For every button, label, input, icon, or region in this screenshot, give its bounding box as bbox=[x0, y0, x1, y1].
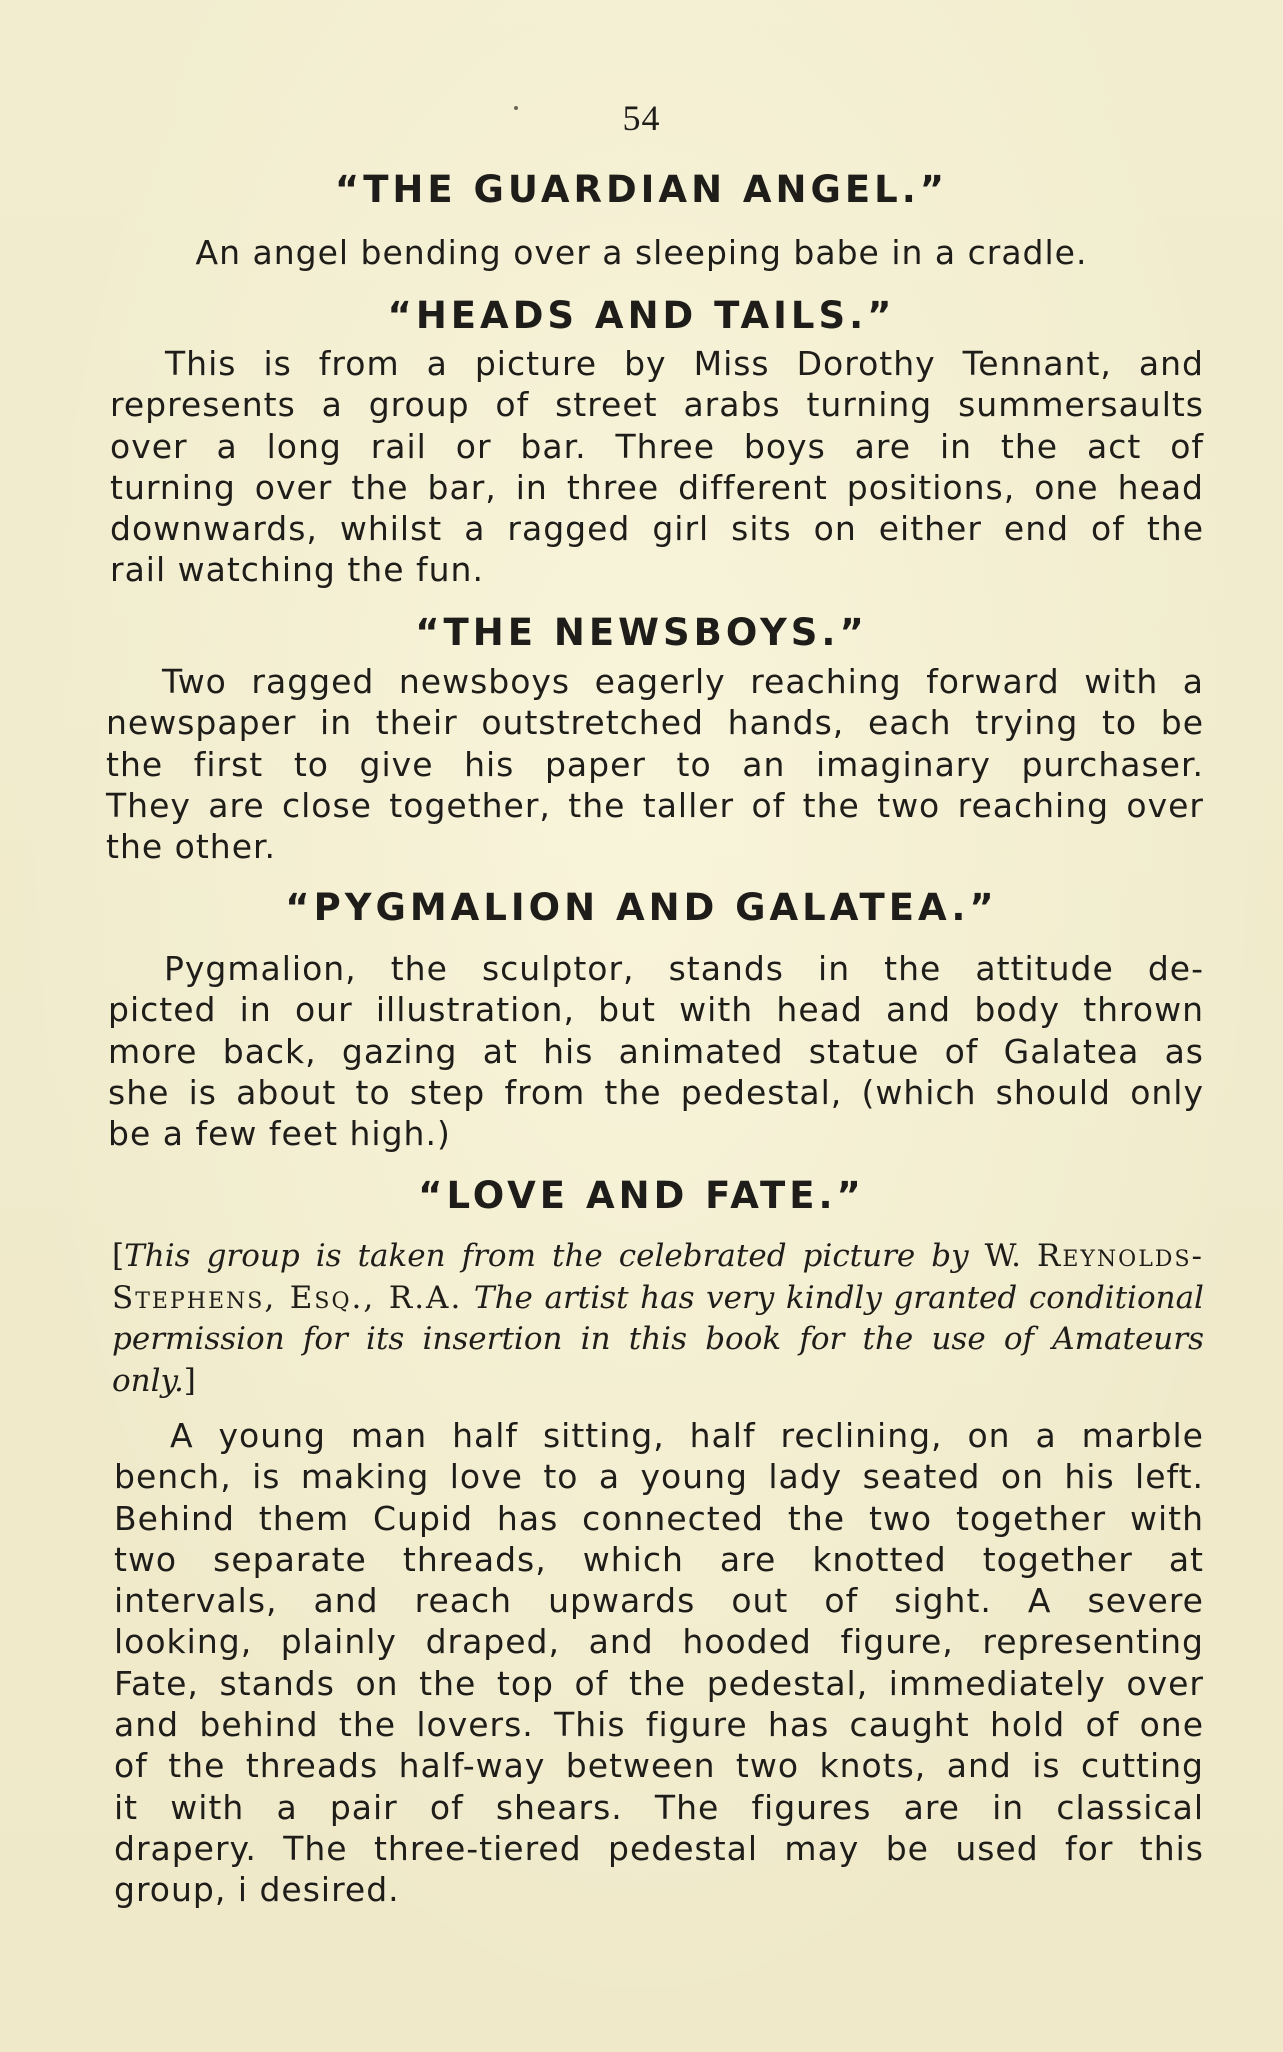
text-line: Two ragged newsboys eagerly reaching forward with a bbox=[162, 662, 1204, 701]
text-line: intervals, and reach upwards out of sight. A severe bbox=[114, 1581, 1204, 1621]
text-line: the first to give his paper to an imaginary purchaser. bbox=[106, 744, 1204, 784]
text-line: drapery. The three-tiered pedestal may be used for this bbox=[114, 1828, 1204, 1868]
text-line: rail watching the fun. bbox=[110, 550, 484, 590]
text-line: bench, is making love to a young lady seated on his left. bbox=[114, 1457, 1204, 1497]
heading-love-and-fate: “LOVE AND FATE.” bbox=[418, 1174, 865, 1217]
text-line: Fate, stands on the top of the pedestal, immediately over bbox=[114, 1663, 1204, 1703]
note-open-bracket: [ bbox=[112, 1238, 125, 1274]
text-line: more back, gazing at his animated statue of Galatea as bbox=[108, 1031, 1204, 1071]
text-line: picted in our illustration, but with head and body thrown bbox=[108, 990, 1204, 1030]
paragraph-guardian-angel: An angel bending over a sleeping babe in a cradle. bbox=[195, 233, 1088, 272]
heading-heads-and-tails: “HEADS AND TAILS.” bbox=[387, 294, 896, 337]
note-artist-name: Reynolds-Stephens, Esq., R.A. bbox=[112, 1238, 1204, 1316]
text-line: turning over the bar, in three different positions, one head bbox=[110, 467, 1204, 507]
text-line: group, i desired. bbox=[114, 1870, 400, 1910]
text-line: looking, plainly draped, and hooded figure, representing bbox=[114, 1622, 1204, 1662]
paragraph-love-and-fate bbox=[114, 1415, 1204, 1911]
text-line: This is from a picture by Miss Dorothy Tennant, and bbox=[165, 344, 1204, 383]
text-line: downwards, whilst a ragged girl sits on either end of the bbox=[110, 509, 1204, 549]
text-line: Pygmalion, the sculptor, stands in the attitude de- bbox=[164, 949, 1204, 988]
text-line: the other. bbox=[106, 827, 277, 867]
paragraph-pygmalion-and-galatea bbox=[108, 948, 1204, 1154]
text-line: two separate threads, which are knotted together at bbox=[114, 1539, 1204, 1579]
text-line: represents a group of street arabs turning summersaults bbox=[110, 385, 1204, 425]
heading-guardian-angel: “THE GUARDIAN ANGEL.” bbox=[334, 168, 949, 211]
paragraph-heads-and-tails bbox=[110, 343, 1204, 591]
text-line: Behind them Cupid has connected the two together with bbox=[114, 1498, 1204, 1538]
text-line: be a few feet high.) bbox=[108, 1114, 451, 1154]
text-line: she is about to step from the pedestal, (which should only bbox=[108, 1072, 1204, 1112]
note-initial: W. bbox=[968, 1238, 1021, 1274]
heading-newsboys: “THE NEWSBOYS.” bbox=[415, 611, 868, 654]
text-line: newspaper in their outstretched hands, each trying to be bbox=[106, 703, 1204, 743]
paragraph-newsboys bbox=[106, 661, 1204, 867]
text-line: of the threads half-way between two knots, and is cutting bbox=[114, 1746, 1204, 1786]
text-line: over a long rail or bar. Three boys are in the act of bbox=[110, 426, 1204, 466]
text-line: They are close together, the taller of the two reaching over bbox=[106, 785, 1204, 825]
heading-pygmalion-and-galatea: “PYGMALION AND GALATEA.” bbox=[285, 886, 998, 929]
text-line: A young man half sitting, half reclining, on a marble bbox=[170, 1416, 1204, 1455]
note-italic-text-2: The artist has very kindly granted conditional permission for its insertion in this book for the use of Amateurs only. bbox=[112, 1279, 1204, 1399]
note-close-bracket: ] bbox=[183, 1362, 196, 1399]
note-italic-text: This group is taken from the celebrated picture by bbox=[124, 1238, 969, 1274]
page-number: 54 bbox=[622, 98, 661, 138]
text-line: it with a pair of shears. The figures are in classical bbox=[114, 1787, 1204, 1827]
text-line: and behind the lovers. This figure has caught hold of one bbox=[114, 1705, 1204, 1745]
editorial-note bbox=[112, 1236, 1204, 1402]
